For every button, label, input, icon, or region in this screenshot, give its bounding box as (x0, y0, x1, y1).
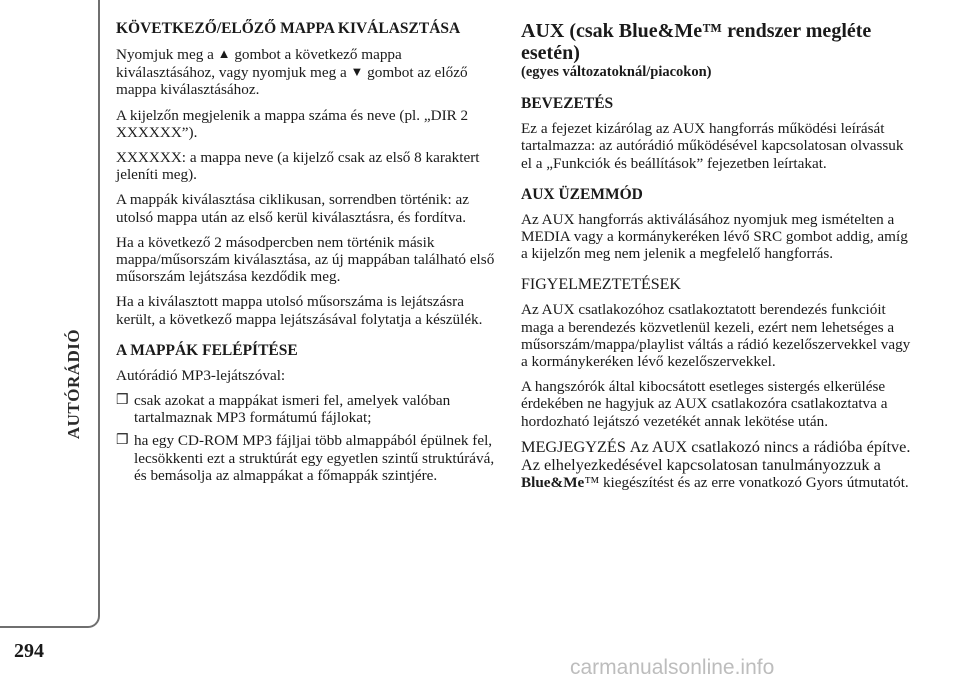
paragraph-next-folder: Ha a kiválasztott mappa utolsó műsorszáma is lejátszásra került, a következő mappa lejátszásával folytatja a készülék. (116, 293, 483, 328)
blue-and-me-brand: Blue&Me (521, 474, 585, 492)
paragraph-playback-start: Ha a következő 2 másodpercben nem történik másik mappa/műsorszám kiválasztása, az új mappában található első műsorszám lejátszása kezdődik meg. (116, 233, 495, 286)
paragraph-structure-intro: Autórádió MP3-lejátszóval: (116, 366, 286, 384)
page-number: 294 (14, 640, 44, 662)
paragraph-note: MEGJEGYZÉS Az AUX csatlakozó nincs a rádióba építve. Az elhelyezkedésével kapcsolatosan tanulmányozzuk a Blue&Me™ kiegészítést és az erre vonatkozó Gyors útmutatót. (521, 436, 911, 492)
paragraph-folder-buttons: Nyomjuk meg a ▲ gombot a következő mappa kiválasztásához, vagy nyomjuk meg a ▼ gombot az előző mappa kiválasztásához. (116, 46, 468, 99)
checkbox-bullet-icon: ❒ (116, 433, 129, 449)
heading-aux-mode: AUX ÜZEMMÓD (521, 185, 643, 203)
heading-warnings: FIGYELMEZTETÉSEK (521, 276, 681, 294)
note-label: MEGJEGYZÉS (521, 436, 626, 456)
section-title-aux: AUX (csak Blue&Me™ rendszer megléte esetén) (521, 20, 872, 64)
heading-folder-structure: A MAPPÁK FELÉPÍTÉSE (116, 341, 298, 359)
paragraph-aux-mode: Az AUX hangforrás aktiválásához nyomjuk meg ismételten a MEDIA vagy a kormánykeréken lévő SRC gombot addig, amíg a kijelzőn meg nem jelenik a megfelelő hangforrás. (521, 210, 908, 263)
list-item: ❒ ha egy CD-ROM MP3 fájljai több almappából épülnek fel, lecsökkenti ezt a struktúrát egy egyetlen szintű struktúrává, és bemásolja az almappákat a főmappák szintjére. (116, 432, 495, 484)
checkbox-bullet-icon: ❒ (116, 393, 129, 409)
paragraph-folder-name: XXXXXX: a mappa neve (a kijelző csak az első 8 karaktert jeleníti meg). (116, 149, 480, 184)
paragraph-warning-controls: Az AUX csatlakozóhoz csatlakoztatott berendezés funkcióit maga a berendezés közvetlenül kezeli, ezért nem lehetséges a műsorszám/mappa/playlist váltás a rádió kezelőszervekkel vagy a kormánykeréken lévő kezelőszervekkel. (521, 301, 911, 371)
section-subtitle: (egyes változatoknál/piacokon) (521, 64, 712, 80)
left-column (116, 20, 496, 490)
paragraph-introduction: Ez a fejezet kizárólag az AUX hangforrás működési leírását tartalmazza: az autórádió működésével kapcsolatosan olvassuk el a „Funkciók és beállítások” fejezetben leírtakat. (521, 120, 904, 172)
heading-next-prev-folder: KÖVETKEZŐ/ELŐZŐ MAPPA KIVÁLASZTÁSA (116, 20, 461, 37)
right-column (521, 20, 911, 499)
chapter-label: AUTÓRÁDIÓ (64, 328, 83, 440)
up-arrow-icon: ▲ (217, 46, 231, 61)
down-arrow-icon: ▼ (350, 64, 364, 80)
structure-list (116, 392, 496, 484)
side-tab (0, 0, 100, 628)
paragraph-display-folder: A kijelzőn megjelenik a mappa száma és neve (pl. „DIR 2 XXXXXX”). (116, 106, 469, 141)
list-item: ❒ csak azokat a mappákat ismeri fel, amelyek valóban tartalmaznak MP3 formátumú fájlokat; (116, 392, 451, 427)
paragraph-cyclic-selection: A mappák kiválasztása ciklikusan, sorrendben történik: az utolsó mappa után az első kerül kiválasztásra, és fordítva. (116, 191, 469, 226)
paragraph-warning-crackle: A hangszórók által kibocsátott esetleges sistergés elkerülése érdekében ne hagyjuk az AUX csatlakozóra csatlakoztatva a hordozható lejátszó vezetékét annak lekötése után. (521, 378, 888, 430)
watermark: carmanualsonline.info (570, 656, 775, 679)
heading-introduction: BEVEZETÉS (521, 95, 614, 113)
